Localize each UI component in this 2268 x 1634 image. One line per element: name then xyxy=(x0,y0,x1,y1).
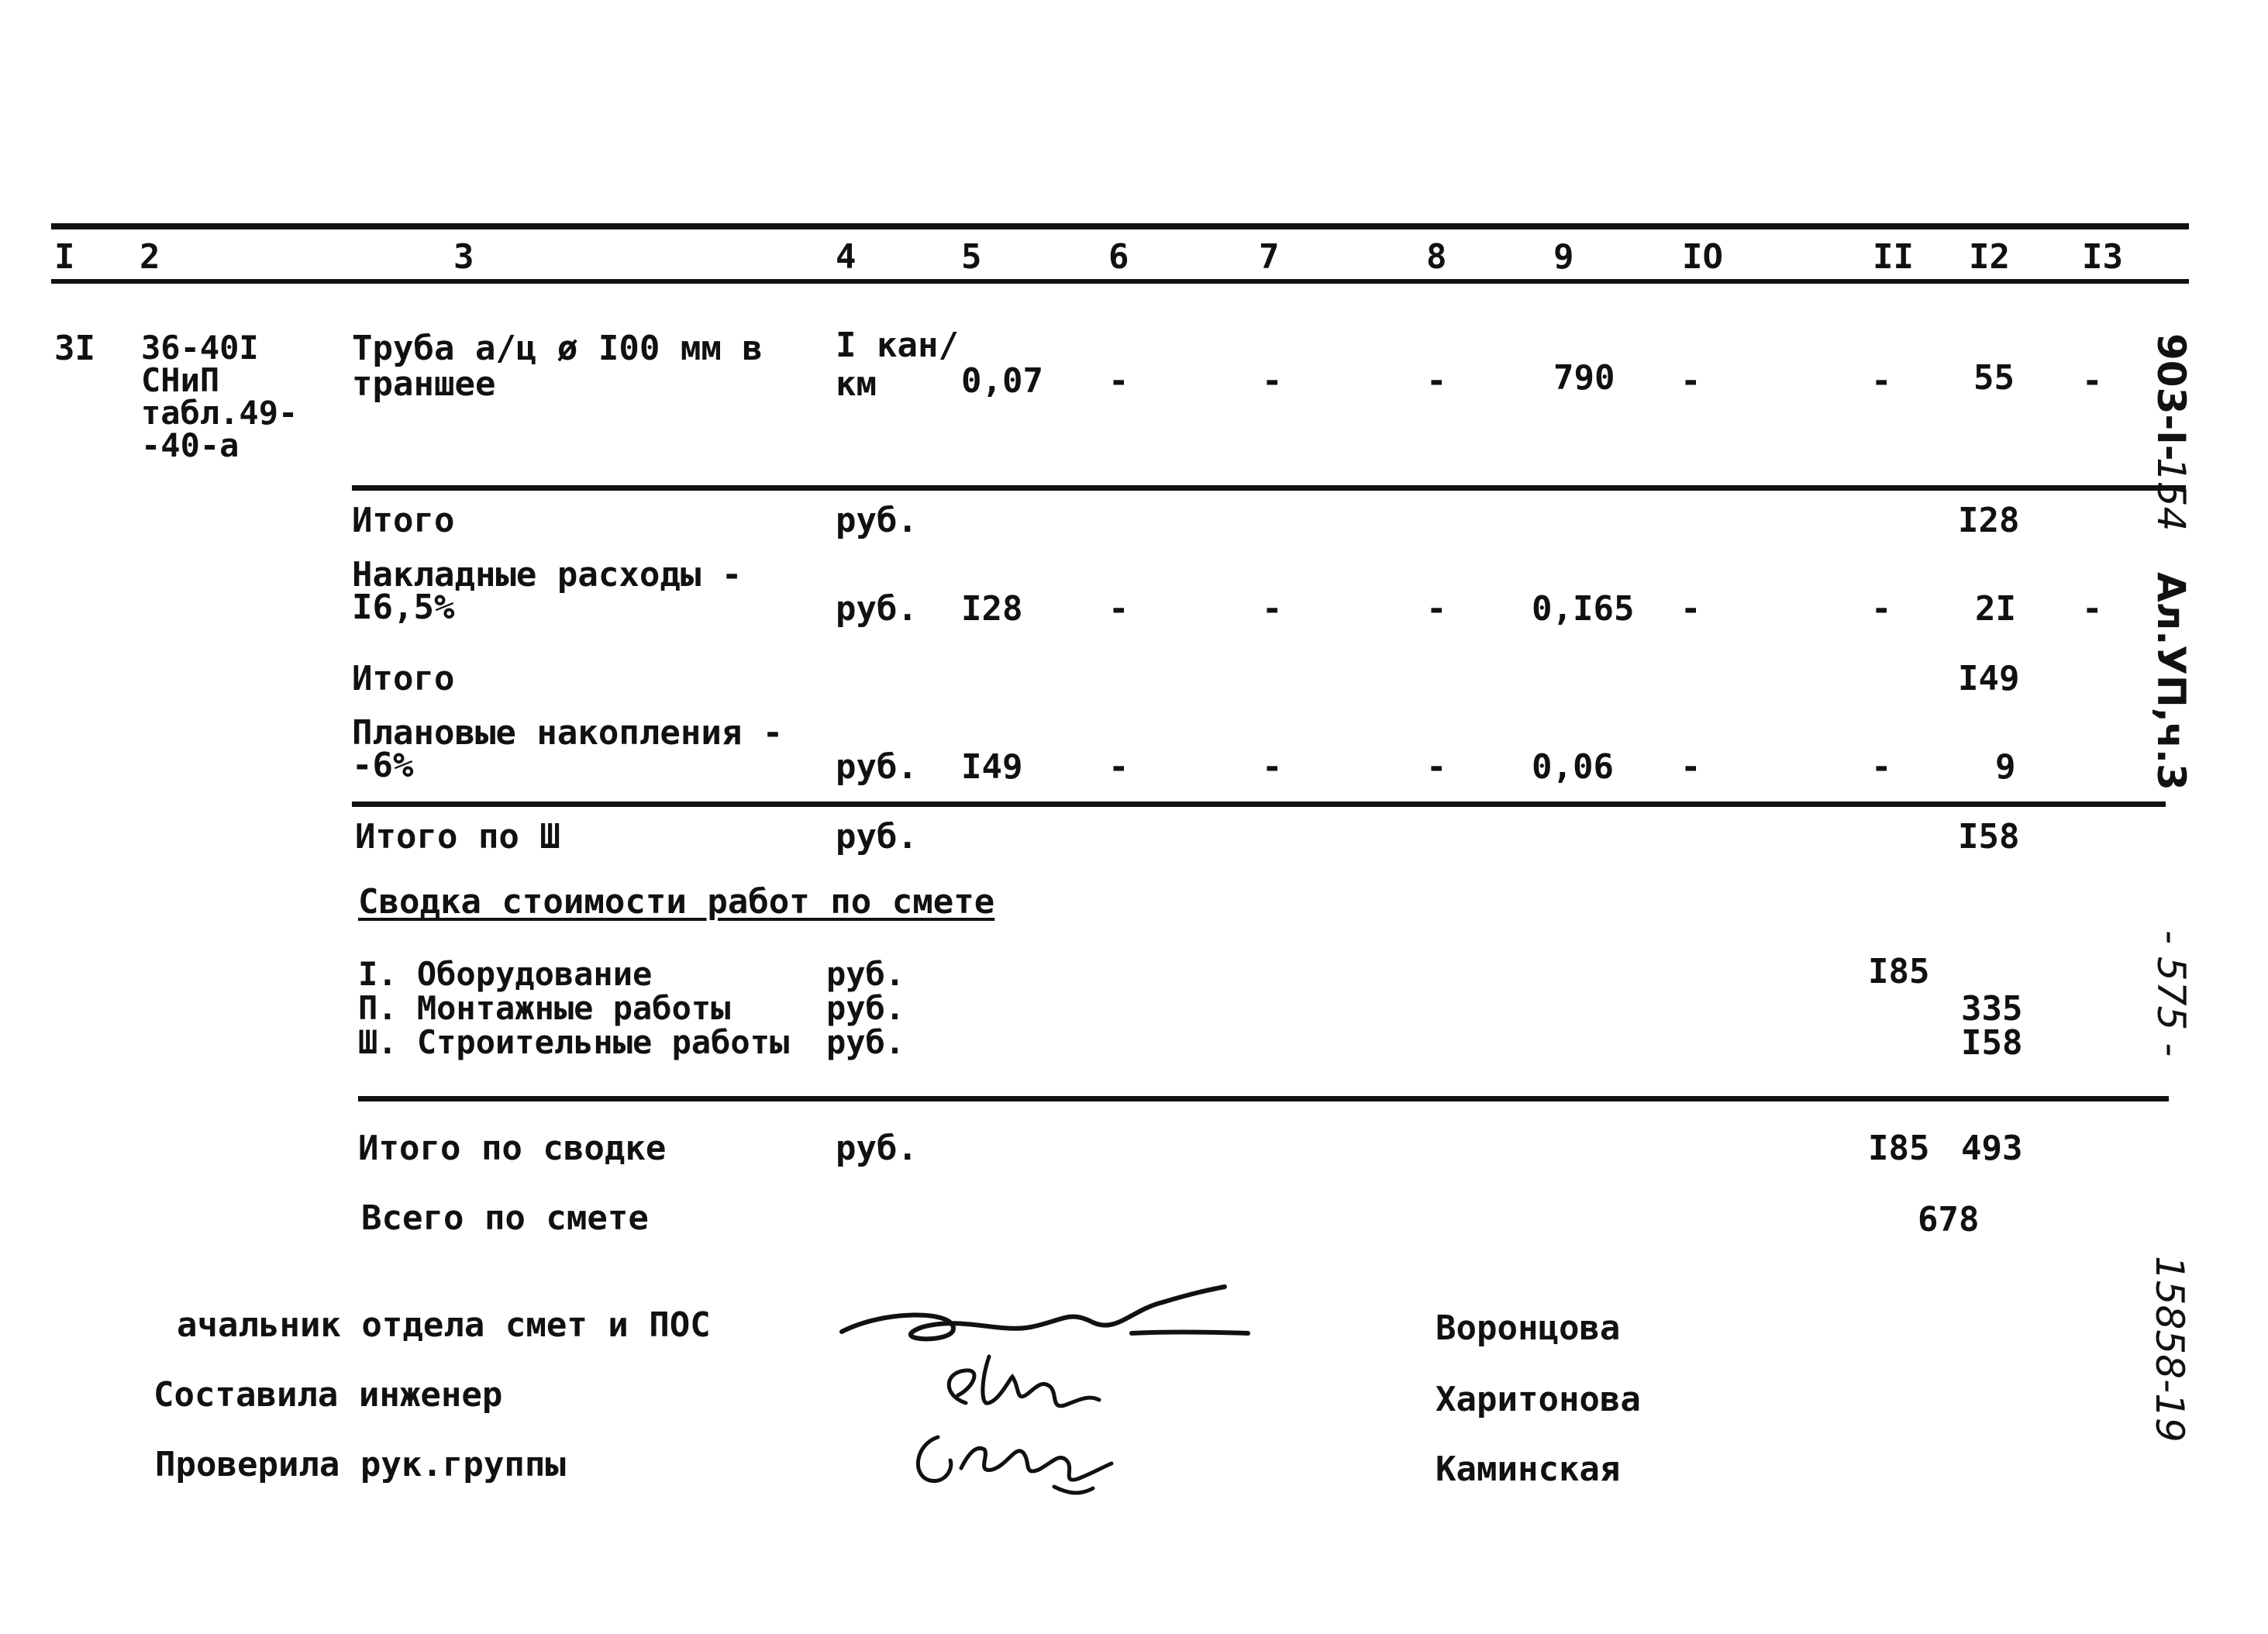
subtotal-value: I49 xyxy=(1958,659,2020,698)
col-header-6: 6 xyxy=(1108,237,1129,277)
col-header-7: 7 xyxy=(1259,237,1280,277)
rate-code-line: -40-а xyxy=(141,426,240,464)
planned-col12: 9 xyxy=(1995,747,2016,787)
row-number: 3I xyxy=(54,329,95,368)
grand-total-label: Всего по смете xyxy=(361,1198,649,1238)
rate-code-line: СНиП xyxy=(141,361,220,399)
row31-bottom-rule xyxy=(352,485,2186,491)
subtotal-value: I28 xyxy=(1958,501,2020,540)
col13-value: - xyxy=(2082,361,2103,401)
subtotal-label: Итого xyxy=(352,659,455,698)
col5-value: 0,07 xyxy=(961,361,1043,401)
doc-code-handwritten: 154 xyxy=(2149,457,2194,532)
col-header-5: 5 xyxy=(961,237,982,277)
signature-scribble-2 xyxy=(935,1349,1105,1419)
overhead-col12: 2I xyxy=(1975,589,2016,629)
rate-code-line: 36-40I xyxy=(141,329,259,367)
overhead-col5: I28 xyxy=(961,589,1023,629)
planned-col10: - xyxy=(1680,747,1701,787)
summary-title: Сводка стоимости работ по смете xyxy=(358,882,995,922)
unit-line: км xyxy=(836,364,877,404)
col-header-10: IO xyxy=(1682,237,1723,277)
col-header-4: 4 xyxy=(836,237,857,277)
col-header-2: 2 xyxy=(140,237,160,277)
signer-role: ачальник отдела смет и ПОС xyxy=(177,1305,711,1345)
planned-col6: - xyxy=(1108,747,1129,787)
summary-total-unit: руб. xyxy=(836,1129,918,1168)
col-header-3: 3 xyxy=(453,237,474,277)
col-header-13: I3 xyxy=(2082,237,2123,277)
subtotal-unit: руб. xyxy=(836,501,918,540)
overhead-col10: - xyxy=(1680,589,1701,629)
signer-name: Воронцова xyxy=(1436,1308,1621,1348)
summary-total-col12: 493 xyxy=(1961,1129,2023,1168)
planned-col8: - xyxy=(1426,747,1447,787)
col-header-9: 9 xyxy=(1553,237,1574,277)
overhead-col6: - xyxy=(1108,589,1129,629)
unit-line: I кан/ xyxy=(836,326,959,365)
section-rule-2 xyxy=(358,1096,2169,1101)
planned-label-line: Плановые накопления - xyxy=(352,713,784,753)
overhead-unit: руб. xyxy=(836,589,918,629)
signature-scribble-3 xyxy=(907,1422,1116,1499)
page-number: - 575 - xyxy=(2149,930,2194,1057)
summary-item-label: I. Оборудование xyxy=(358,955,653,993)
overhead-col9: 0,I65 xyxy=(1532,589,1635,629)
doc-code: 903-I- xyxy=(2149,333,2194,461)
rate-code-line: табл.49- xyxy=(141,394,298,432)
grand-total-value: 678 xyxy=(1918,1200,1980,1239)
summary-item-unit: руб. xyxy=(826,989,905,1027)
signature-scribble-1 xyxy=(837,1279,1256,1349)
col12-value: 55 xyxy=(1973,358,2015,398)
summary-item-col11: I85 xyxy=(1868,952,1930,991)
header-bottom-rule xyxy=(51,279,2189,284)
overhead-label-line: I6,5% xyxy=(352,588,455,627)
overhead-col8: - xyxy=(1426,589,1447,629)
summary-total-label: Итого по сводке xyxy=(358,1129,667,1168)
overhead-col13: - xyxy=(2082,589,2103,629)
summary-item-unit: руб. xyxy=(826,1023,905,1061)
planned-unit: руб. xyxy=(836,747,918,787)
col-header-1: I xyxy=(54,237,75,277)
planned-label-line: -6% xyxy=(352,746,414,785)
summary-item-label: Ш. Строительные работы xyxy=(358,1023,790,1061)
col11-value: - xyxy=(1871,361,1892,401)
overhead-col11: - xyxy=(1871,589,1892,629)
col6-value: - xyxy=(1108,361,1129,401)
planned-col5: I49 xyxy=(961,747,1023,787)
col-header-11: II xyxy=(1873,237,1914,277)
summary-item-col12: 335 xyxy=(1961,989,2023,1029)
overhead-col7: - xyxy=(1262,589,1283,629)
summary-total-col11: I85 xyxy=(1868,1129,1930,1168)
planned-col9: 0,06 xyxy=(1532,747,1614,787)
signer-name: Каминская xyxy=(1436,1450,1621,1489)
signer-role: Составила инженер xyxy=(153,1375,503,1415)
subtotal-value: I58 xyxy=(1958,817,2020,857)
subtotal-unit: руб. xyxy=(836,817,918,857)
item-description-line: траншее xyxy=(352,364,496,404)
item-description-line: Труба а/ц ø I00 мм в xyxy=(352,329,763,368)
inventory-number: 15858-19 xyxy=(2147,1256,2192,1443)
signer-name: Харитонова xyxy=(1436,1380,1641,1419)
col-header-12: I2 xyxy=(1969,237,2010,277)
col7-value: - xyxy=(1262,361,1283,401)
subtotal-label: Итого xyxy=(352,501,455,540)
planned-col11: - xyxy=(1871,747,1892,787)
summary-item-label: П. Монтажные работы xyxy=(358,989,731,1027)
summary-item-col12: I58 xyxy=(1961,1023,2023,1063)
signer-role: Проверила рук.группы xyxy=(155,1445,566,1484)
col9-value: 790 xyxy=(1553,358,1615,398)
summary-item-unit: руб. xyxy=(826,955,905,993)
table-top-rule xyxy=(51,223,2189,229)
album-reference: Ал.УП,ч.3 xyxy=(2149,572,2194,791)
col10-value: - xyxy=(1680,361,1701,401)
col-header-8: 8 xyxy=(1426,237,1447,277)
section-rule-1 xyxy=(352,801,2166,807)
col8-value: - xyxy=(1426,361,1447,401)
overhead-label-line: Накладные расходы - xyxy=(352,555,743,595)
planned-col7: - xyxy=(1262,747,1283,787)
subtotal-label: Итого по Ш xyxy=(355,817,560,857)
